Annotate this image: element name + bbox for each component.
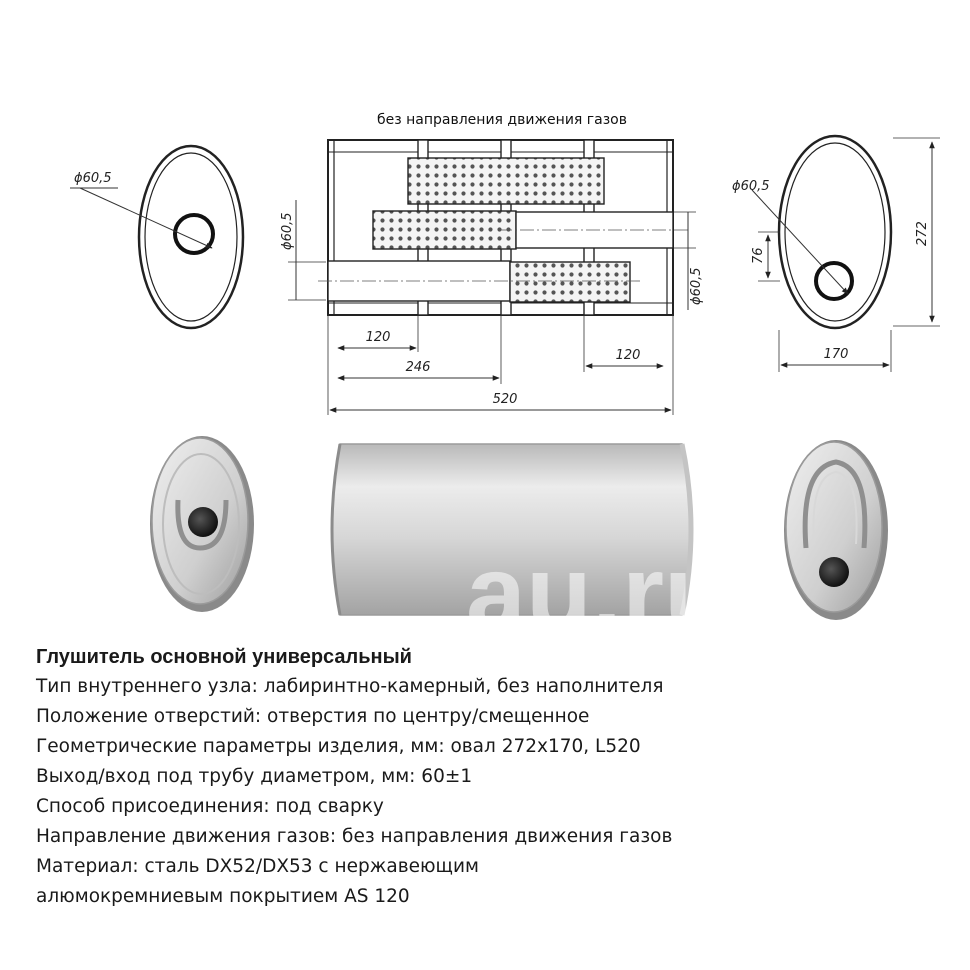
right-pipe-diameter-label: ϕ60,5 — [732, 179, 770, 194]
right-end-view — [732, 136, 940, 372]
spec-line: Способ присоединения: под сварку — [36, 796, 384, 817]
left-pipe-diameter-label: ϕ60,5 — [74, 171, 112, 186]
left-end-render — [150, 436, 254, 612]
dim-520: 520 — [492, 392, 518, 407]
dim-120-left: 120 — [365, 330, 391, 345]
dim-120-right: 120 — [615, 348, 641, 363]
spec-line: Тип внутреннего узла: лабиринтно-камерный, без наполнителя — [36, 676, 664, 697]
spec-line: Направление движения газов: без направления движения газов — [36, 826, 673, 847]
spec-line: Геометрические параметры изделия, мм: овал 272x170, L520 — [36, 736, 641, 757]
side-section-view — [280, 140, 704, 415]
oval-height-label: 272 — [915, 221, 930, 246]
spec-line: Выход/вход под трубу диаметром, мм: 60±1 — [36, 766, 473, 787]
oval-width-label: 170 — [823, 347, 849, 362]
inlet-diameter-label: ϕ60,5 — [280, 212, 295, 250]
spec-line: Положение отверстий: отверстия по центру/смещенное — [36, 706, 590, 727]
watermark-logo: au.ru — [465, 532, 731, 640]
outlet-diameter-label: ϕ60,5 — [689, 267, 704, 305]
spec-line: алюмокремниевым покрытием AS 120 — [36, 886, 410, 907]
flow-caption: без направления движения газов — [376, 112, 628, 128]
right-end-render — [784, 440, 888, 620]
product-specs — [36, 642, 936, 912]
left-end-view — [70, 146, 243, 328]
outlet-offset-label: 76 — [751, 247, 766, 264]
dim-246: 246 — [405, 360, 431, 375]
spec-line: Материал: сталь DX52/DX53 с нержавеющим — [36, 856, 479, 877]
product-title: Глушитель основной универсальный — [36, 646, 412, 668]
